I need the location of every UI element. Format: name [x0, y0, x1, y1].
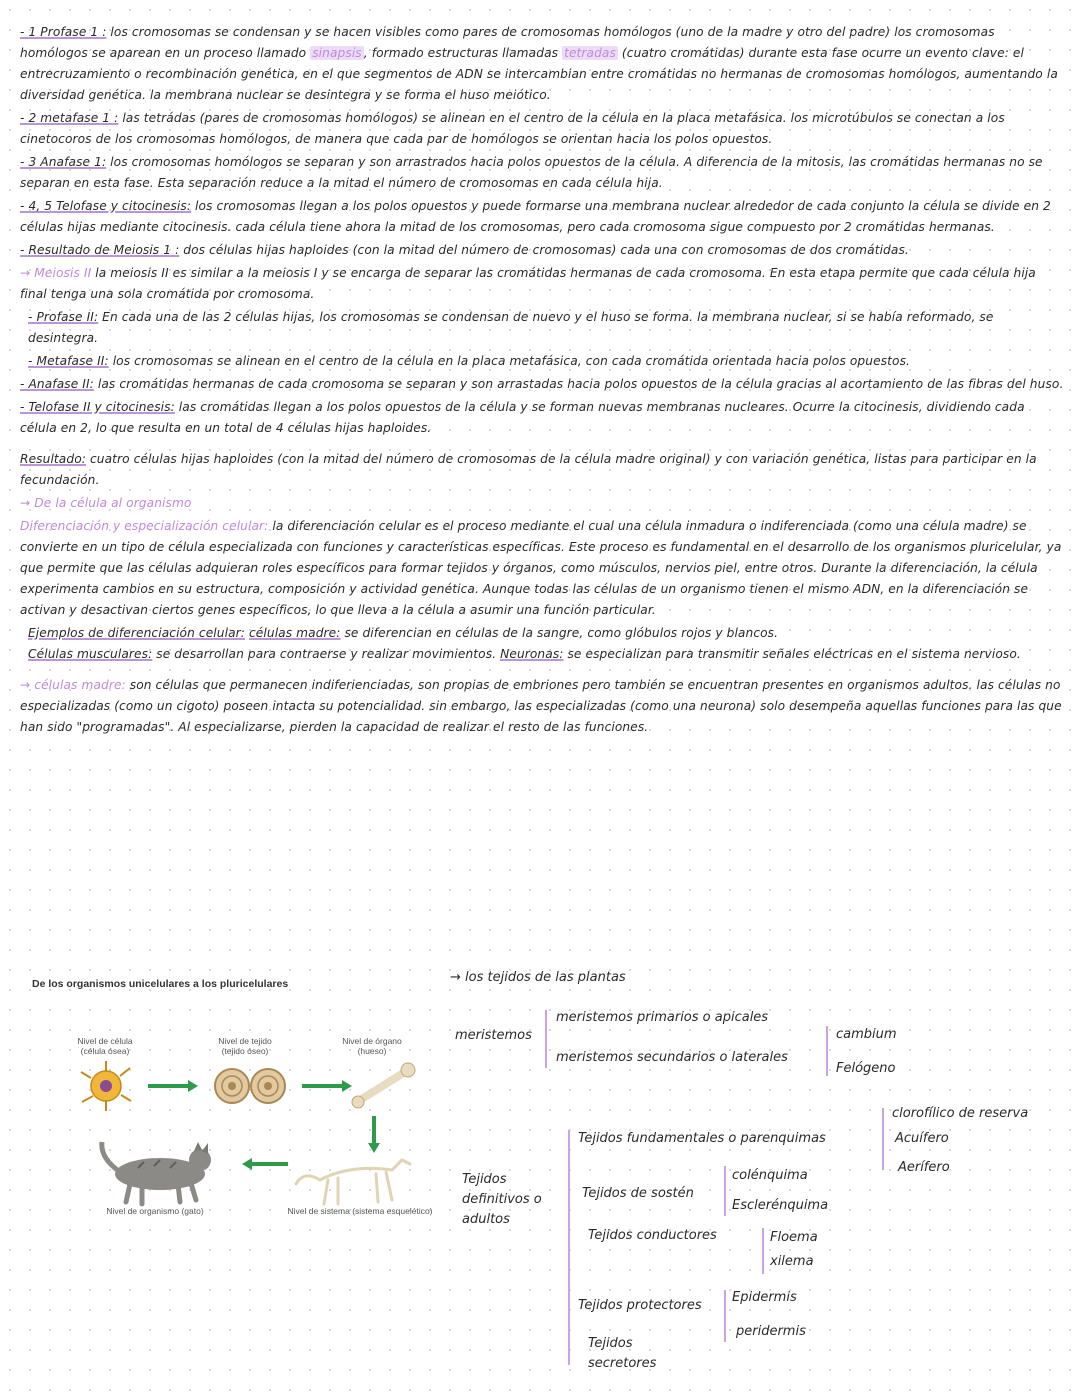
- profase-1-label: - 1 Profase 1 :: [20, 25, 107, 39]
- telofase-1: - 4, 5 Telofase y citocinesis: los cromosomas llegan a los polos opuestos y puede formarse una membrana nuclear alrededor de cada conjunto la célula se divide en 2 células hijas mediante citocinesis. cada célula tiene ahora la mitad de los cromosomas, pero cada cromosoma sigue compuesto por 2 cromátidas hermanas.: [20, 199, 1051, 234]
- tree-aerifero: Aerífero: [898, 1160, 950, 1175]
- bone-icon: [352, 1063, 415, 1108]
- metafase-1: - 2 metafase 1 : las tetrádas (pares de cromosomas homólogos) se alinean en el centro de la célula en la placa metafásica. los microtúbulos se conectan a los cinetocoros de los cromosomas homólogos, de manera que cada par de homólogos se orientan hacia los polos opuestos.: [20, 111, 1005, 146]
- tree-epidermis: Epidermis: [732, 1290, 797, 1305]
- tree-colenquima: colénquima: [732, 1168, 808, 1183]
- metafase-2: - Metafase II: los cromosomas se alinean en el centro de la célula en la placa metafásica, con cada cromátida orientada hacia polos opuestos.: [28, 354, 910, 368]
- tree-clorofilico: clorofílico de reserva: [892, 1106, 1029, 1121]
- tree-xilema: xilema: [770, 1254, 814, 1269]
- figure-title: De los organismos unicelulares a los pluricelulares: [32, 978, 289, 990]
- organism-caption: Nivel de organismo (gato): [106, 1206, 204, 1216]
- telofase-2: - Telofase II y citocinesis: las cromátidas llegan a los polos opuestos de la célula y se forman nuevas membranas nucleares. Ocurre la citocinesis, dividiendo cada célula en 2, lo que resulta en un total de 4 células hijas haploides.: [20, 400, 1025, 435]
- figure-illustration: [20, 968, 440, 1228]
- tree-primarios: meristemos primarios o apicales: [556, 1010, 769, 1025]
- tree-meristemos: meristemos: [455, 1028, 532, 1043]
- celulas-madre: → células madre: son células que permanecen indiferienciadas, son propias de embriones pero también se encuentran presentes en organismos adultos. las células no especializadas (como un cigoto) poseen intacta su potencialidad. sin embargo, las especializadas (como una neurona) solo desempeña aquellas funciones para las que han sido "programadas". Al especializarse, pierden la capacidad de realizar el resto de las funciones.: [20, 678, 1062, 734]
- profase-2: - Profase II: En cada una de las 2 células hijas, los cromosomas se condensan de nuevo y el huso se forma. la membrana nuclear, si se había reformado, se desintegra.: [28, 310, 994, 345]
- anafase-1: - 3 Anafase 1: los cromosomas homólogos se separan y son arrastrados hacia polos opuestos de la célula. A diferencia de la mitosis, las cromátidas hermanas no se separan en esta fase. Esta separación reduce a la mitad el número de cromosomas en cada célula hija.: [20, 155, 1043, 190]
- cell-caption: Nivel de célula (célula ósea): [77, 1036, 133, 1056]
- section-heading-celula-organismo: → De la célula al organismo: [20, 496, 192, 510]
- levels-figure: [20, 968, 440, 1228]
- tree-secretores: Tejidos secretores: [588, 1336, 657, 1371]
- cat-icon: [102, 1142, 211, 1204]
- notes-text: [20, 22, 1065, 740]
- skeleton-icon: [296, 1160, 410, 1204]
- anafase-2: - Anafase II: las cromátidas hermanas de cada cromosoma se separan y son arrastadas hacia polos opuestos de la célula gracias al acortamiento de las fibras del huso.: [20, 377, 1064, 391]
- diferenciacion: Diferenciación y especialización celular: la diferenciación celular es el proceso mediante el cual una célula inmadura o indiferenciada (como una célula madre) se convierte en un tipo de célula especializada con funciones y características específicas. Este proceso es fundamental en el desarrollo de los organismos pluricelular, ya que permite que las células adquieran roles específicos para formar tejidos y órganos, como músculos, nervios piel, entre otros. Durante la diferenciación, la célula experimenta cambios en su estructura, composición y actividad genética. Aunque todas las células de un organismo tienen el mismo ADN, en la diferenciación se activan y desactivan ciertos genes específicos, lo que lleva a la célula a asumir una función particular.: [20, 519, 1062, 617]
- organ-caption: Nivel de órgano (hueso): [342, 1036, 402, 1056]
- tree-fundamentales: Tejidos fundamentales o parenquimas: [578, 1131, 826, 1146]
- bone-cell-icon: [81, 1061, 131, 1111]
- ejemplos-diferenciacion: Ejemplos de diferenciación celular: células madre: se diferencian en células de la sangre, como glóbulos rojos y blancos. Células musculares: se desarrollan para contraerse y realizar movimientos. Neuronas: se especializan para transmitir señales eléctricas en el sistema nervioso.: [28, 626, 1021, 661]
- tree-floema: Floema: [770, 1230, 818, 1245]
- profase-1: - 1 Profase 1 : los cromosomas se condensan y se hacen visibles como pares de cromosomas homólogos (uno de la madre y otro del padre) los cromosomas homólogos se aparean en un proceso llamado sinapsis , formado estructuras llamadas tetradas (cuatro cromátidas) durante esta fase ocurre un evento clave: el entrecruzamiento o recombinación genética, en el que segmentos de ADN se intercambian entre cromátidas no hermanas de cromosomas homólogos, aumentando la diversidad genética. la membrana nuclear se desintegra y se forma el huso meiótico.: [20, 25, 1058, 102]
- tree-felogeno: Felógeno: [836, 1061, 896, 1076]
- brace-meristemos: [545, 1010, 547, 1068]
- tree-sosten: Tejidos de sostén: [582, 1186, 694, 1201]
- tree-conductores: Tejidos conductores: [588, 1228, 717, 1243]
- tree-esclerenquima: Esclerénquima: [732, 1198, 829, 1213]
- brace-protectores: [724, 1290, 726, 1342]
- tree-cambium: cambium: [836, 1027, 897, 1042]
- tissue-caption: Nivel de tejido (tejido óseo): [218, 1036, 272, 1056]
- tree-acuifero: Acuífero: [895, 1131, 949, 1146]
- tree-peridermis: peridermis: [736, 1324, 806, 1339]
- tree-protectores: Tejidos protectores: [578, 1298, 702, 1313]
- brace-fundamentales: [882, 1108, 884, 1170]
- tree-secundarios: meristemos secundarios o laterales: [556, 1050, 788, 1065]
- tree-heading: → los tejidos de las plantas: [450, 970, 626, 985]
- sinapsis-term: sinapsis: [312, 46, 362, 60]
- tetradas-term: tetradas: [564, 46, 616, 60]
- system-caption: Nivel de sistema (sistema esquelético): [287, 1206, 433, 1216]
- brace-definitivos: [568, 1130, 570, 1365]
- brace-conductores: [762, 1228, 764, 1274]
- bone-tissue-icon: [215, 1069, 285, 1103]
- tree-definitivos: Tejidos definitivos o adultos: [462, 1172, 542, 1227]
- resultado-meiosis-1: - Resultado de Meiosis 1 : dos células hijas haploides (con la mitad del número de cromosomas) cada una con cromosomas de dos cromátidas.: [20, 243, 909, 257]
- meiosis-2: → Meiosis II la meiosis II es similar a la meiosis I y se encarga de separar las cromátidas hermanas de cada cromosoma. En esta etapa permite que cada célula hija final tenga una sola cromátida por cromosoma.: [20, 266, 1036, 301]
- brace-laterales: [826, 1026, 828, 1076]
- brace-sosten: [724, 1166, 726, 1216]
- resultado-final: Resultado: cuatro células hijas haploides (con la mitad del número de cromosomas de la célula madre original) y con variación genética, listas para participar en la fecundación.: [20, 452, 1037, 487]
